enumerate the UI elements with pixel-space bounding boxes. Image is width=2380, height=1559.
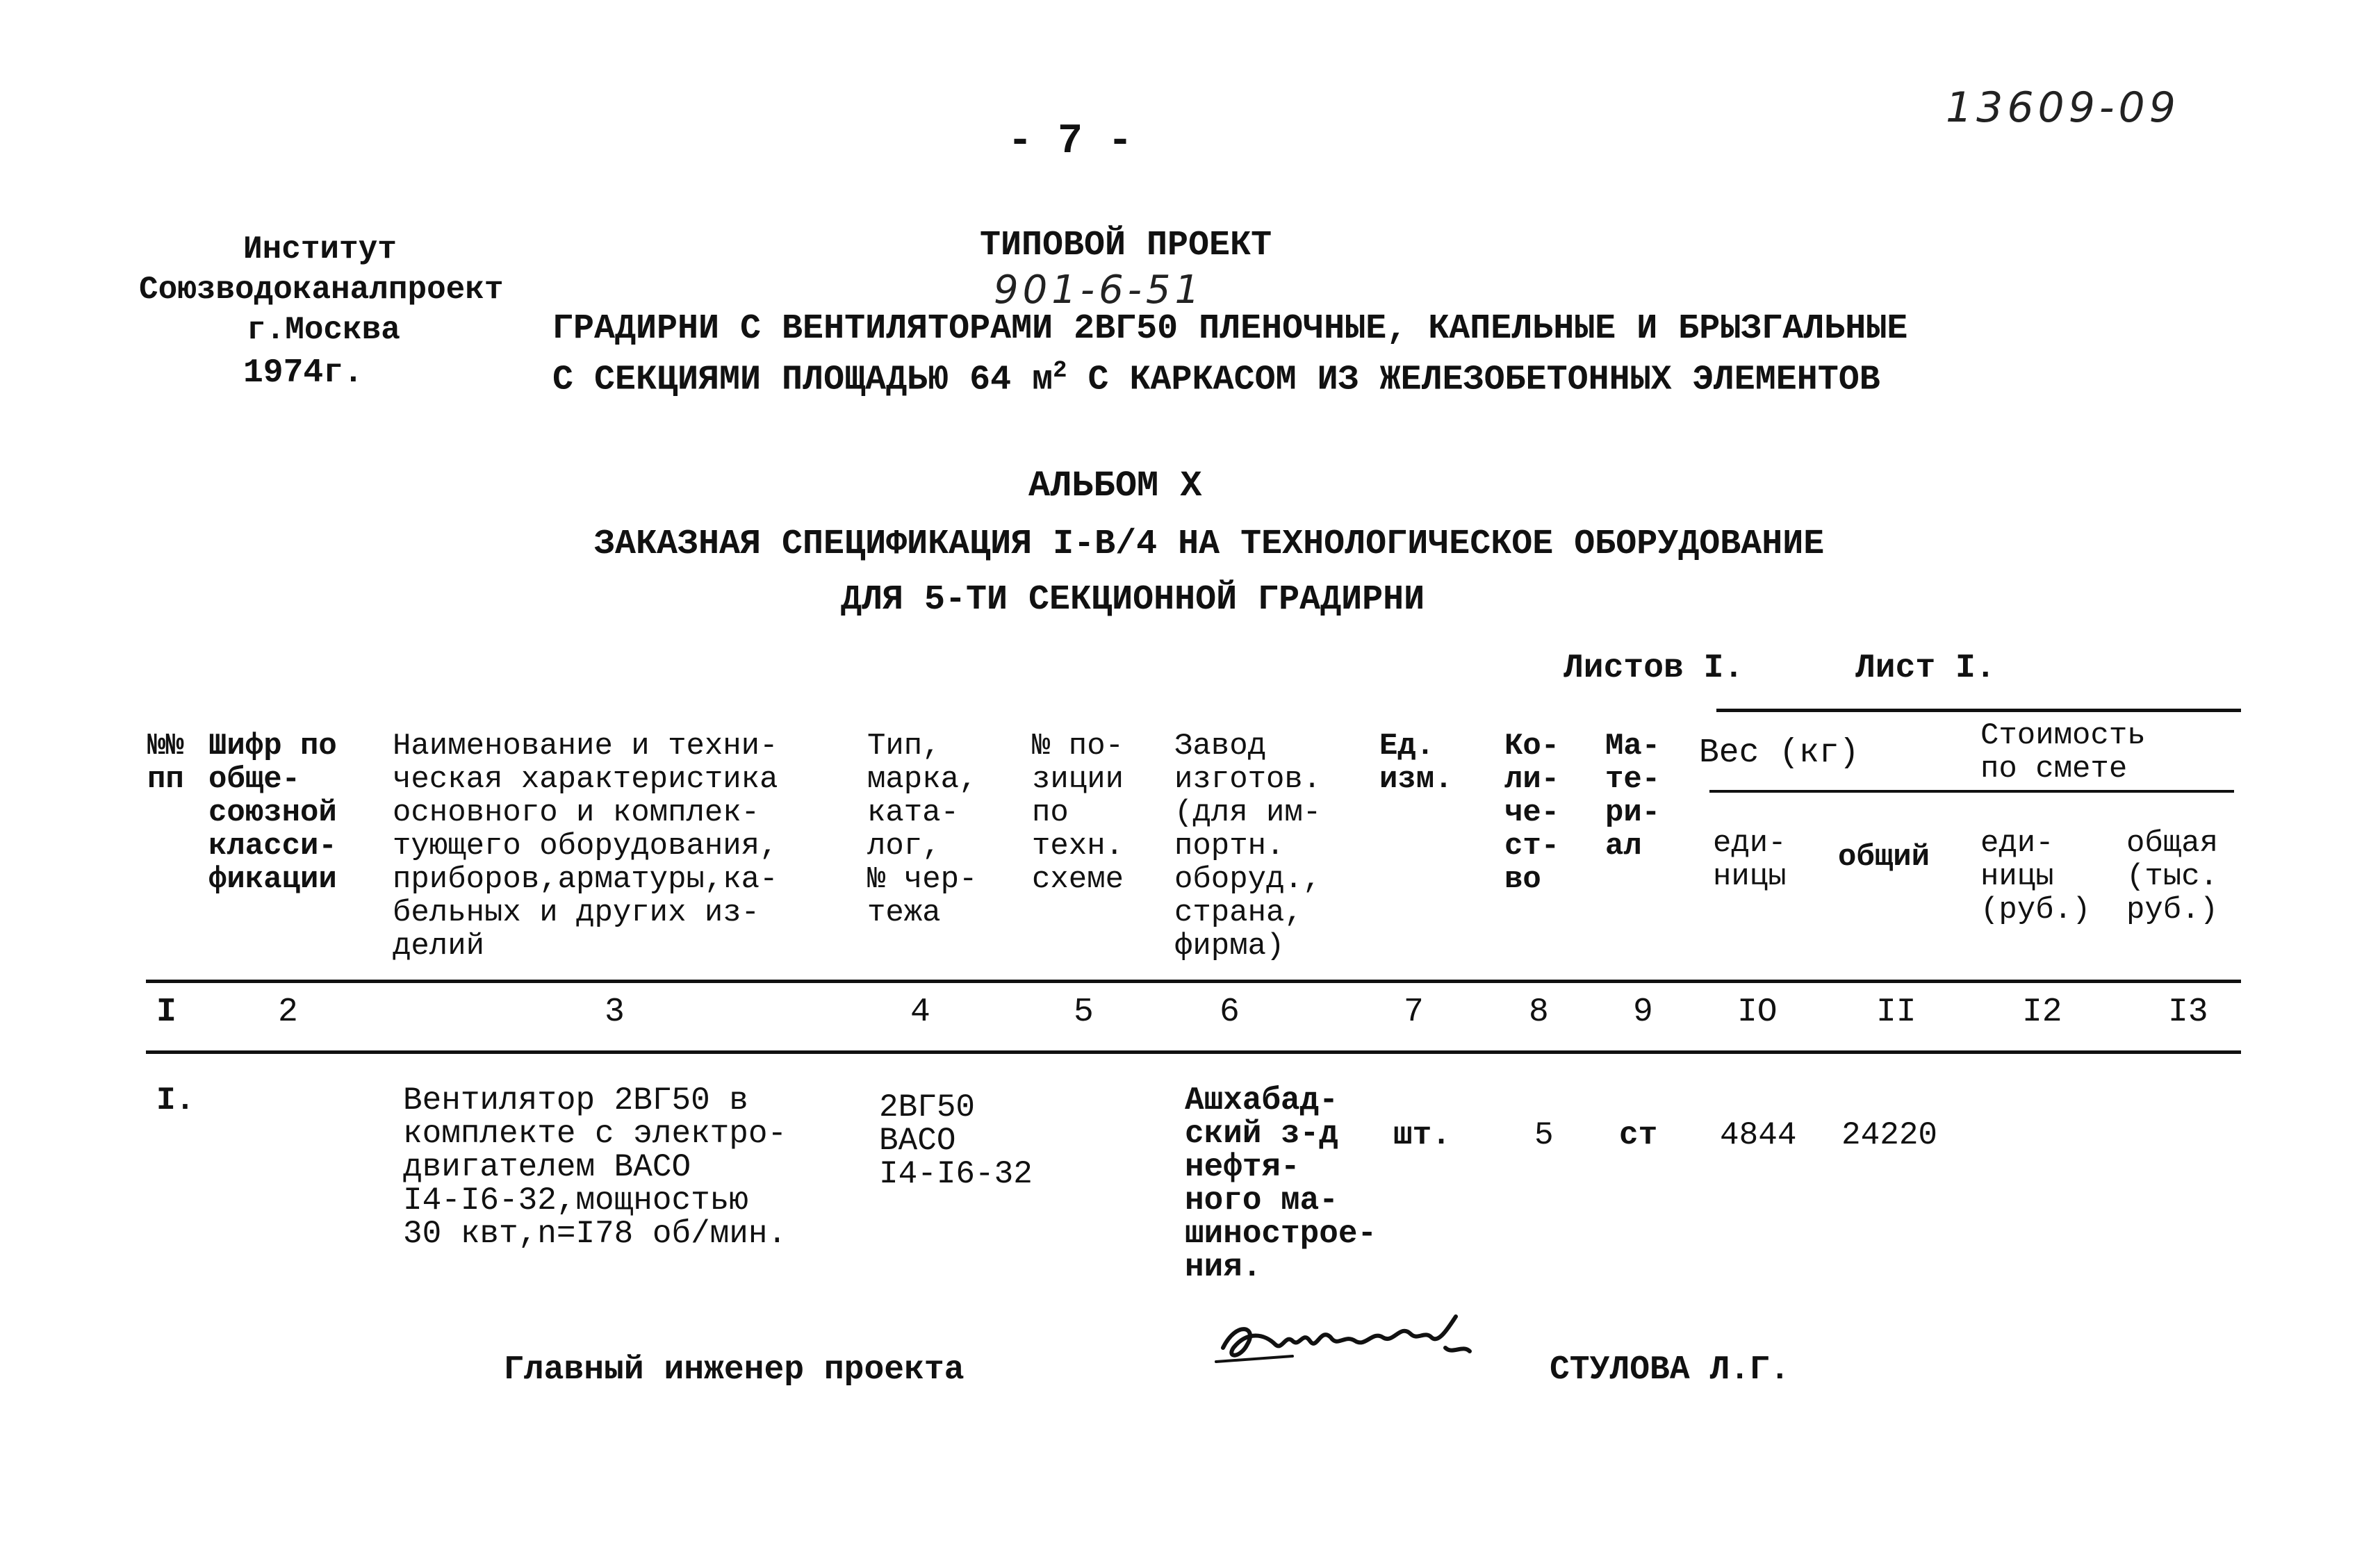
org-line-3: г.Москва — [247, 312, 400, 348]
column-numbers-rule — [146, 1050, 2241, 1054]
header-weight-unit: еди- ницы — [1713, 826, 1787, 894]
org-line-2: Союзводоканалпроект — [139, 272, 504, 308]
header-name-characteristics: Наименование и техни- ческая характеристика основного и комплек- тующего оборудования, приборов,арматуры,ка- бельных и других из- делий — [393, 729, 778, 964]
header-weight-total: общий — [1838, 840, 1930, 875]
project-title-line-2 — [552, 358, 1880, 400]
row-number: I. — [156, 1082, 195, 1119]
header-position: № по- зиции по техн. схеме — [1032, 729, 1124, 897]
sheets-total: Листов I. — [1564, 650, 1744, 687]
row-manufacturer: Ашхабад- ский з-д нефтя- ного ма- шинострое- ния. — [1185, 1082, 1377, 1285]
header-quantity: Ко- ли- че- ст- во — [1504, 729, 1560, 897]
column-number: 5 — [1074, 993, 1094, 1031]
header-weight: Вес (кг) — [1699, 734, 1860, 772]
column-number: I2 — [2022, 993, 2062, 1031]
header-bottom-rule — [146, 980, 2241, 983]
column-number: IO — [1737, 993, 1778, 1031]
document-code: 13609-09 — [1946, 83, 2180, 132]
header-cost: Стоимость по смете — [1980, 718, 2146, 786]
title-line-2-start: С СЕКЦИЯМИ ПЛОЩАДЬЮ 64 м — [552, 360, 1053, 400]
project-title-line-1: ГРАДИРНИ С ВЕНТИЛЯТОРАМИ 2ВГ50 ПЛЕНОЧНЫЕ, КАПЕЛЬНЫЕ И БРЫЗГАЛЬНЫЕ — [552, 309, 1908, 349]
header-row-number: №№ пп — [147, 729, 184, 797]
chief-engineer-label: Главный инженер проекта — [504, 1351, 965, 1389]
column-number: I3 — [2168, 993, 2208, 1031]
column-number: 4 — [910, 993, 930, 1031]
project-label: ТИПОВОЙ ПРОЕКТ — [980, 226, 1272, 265]
handwritten-signature — [1209, 1306, 1487, 1383]
header-manufacturer: Завод изготов. (для им- портн. оборуд., страна, фирма) — [1174, 729, 1322, 964]
weight-header-rule — [1709, 790, 2234, 793]
column-number: 3 — [605, 993, 625, 1031]
org-year: 1974г. — [243, 354, 363, 392]
row-quantity: 5 — [1534, 1117, 1554, 1153]
header-classification-code: Шифр по обще- союзной класси- фикации — [208, 729, 337, 897]
row-unit: шт. — [1393, 1117, 1451, 1153]
row-type-brand: 2ВГ50 ВАСО I4-I6-32 — [879, 1089, 1033, 1192]
area-superscript: 2 — [1053, 358, 1067, 384]
column-number: 8 — [1529, 993, 1549, 1031]
row-weight-total: 24220 — [1841, 1117, 1938, 1153]
column-number: 2 — [278, 993, 298, 1031]
column-number: I — [156, 993, 177, 1031]
org-line-1: Институт — [243, 231, 397, 267]
organization-block — [139, 229, 504, 350]
row-weight-unit: 4844 — [1720, 1117, 1797, 1153]
header-unit: Ед. изм. — [1379, 729, 1453, 797]
column-number: II — [1876, 993, 1917, 1031]
chief-engineer-name: СТУЛОВА Л.Г. — [1550, 1351, 1790, 1389]
row-item-name: Вентилятор 2ВГ50 в комплекте с электро- двигателем ВАСО I4-I6-32,мощностью 30 квт,n=I78 об/мин. — [403, 1082, 787, 1252]
header-cost-unit: еди- ницы (руб.) — [1980, 826, 2091, 927]
title-line-2-end: С КАРКАСОМ ИЗ ЖЕЛЕЗОБЕТОННЫХ ЭЛЕМЕНТОВ — [1067, 360, 1880, 400]
table-top-rule — [1716, 709, 2241, 712]
header-type-brand: Тип, марка, ката- лог, № чер- тежа — [867, 729, 978, 930]
row-material: ст — [1619, 1117, 1658, 1153]
spec-title-line-1: ЗАКАЗНАЯ СПЕЦИФИКАЦИЯ I-В/4 НА ТЕХНОЛОГИЧЕСКОЕ ОБОРУДОВАНИЕ — [594, 525, 1825, 564]
sheet-current: Лист I. — [1855, 650, 1996, 687]
column-number: 9 — [1633, 993, 1653, 1031]
page-number: - 7 - — [1008, 118, 1133, 165]
album-label: АЛЬБОМ Х — [1028, 465, 1202, 506]
spec-title-line-2: ДЛЯ 5-ТИ СЕКЦИОННОЙ ГРАДИРНИ — [841, 580, 1425, 620]
header-material: Ма- те- ри- ал — [1605, 729, 1661, 864]
project-number: 901-6-51 — [994, 267, 1204, 313]
column-number: 6 — [1220, 993, 1240, 1031]
column-number: 7 — [1404, 993, 1424, 1031]
header-cost-total: общая (тыс. руб.) — [2126, 826, 2219, 927]
